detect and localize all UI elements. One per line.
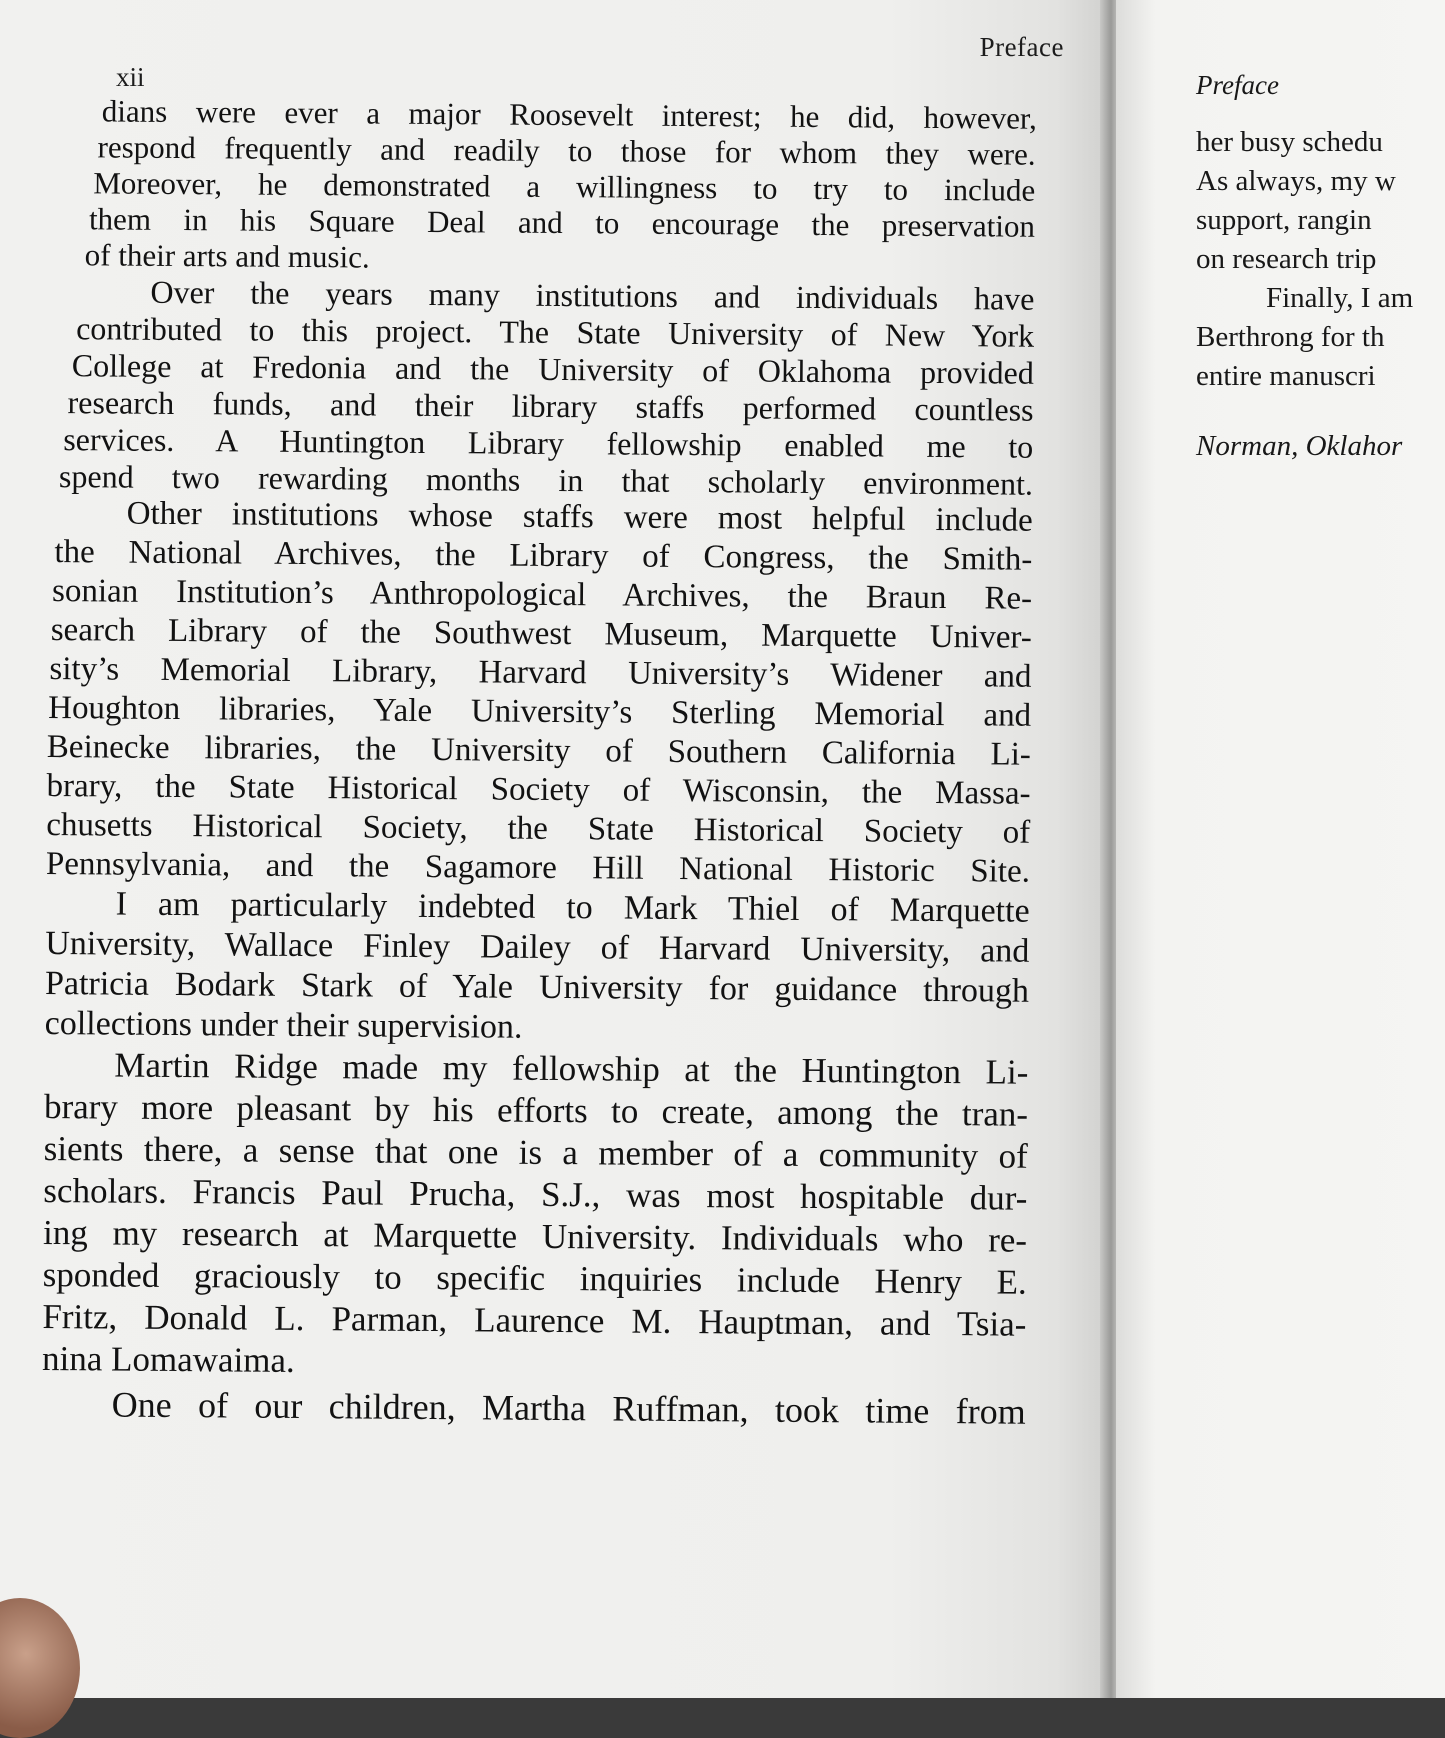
text-line: support, rangin: [1196, 204, 1372, 236]
text-line: brary, the State Historical Society of Wisconsin, the Massa-: [46, 767, 1031, 812]
text-line: them in his Square Deal and to encourage the preservation: [88, 201, 1036, 244]
text-line: As always, my w: [1196, 165, 1396, 197]
text-line: the National Archives, the Library of Congress, the Smith-: [54, 534, 1033, 578]
text-line: on research trip: [1196, 243, 1377, 275]
text-line: sients there, a sense that one is a member of a community of: [43, 1128, 1028, 1176]
text-line: Berthrong for th: [1196, 321, 1385, 353]
text-line: nina Lomawaima.: [41, 1338, 295, 1380]
text-line: Beinecke libraries, the University of Southern California Li-: [46, 728, 1031, 773]
text-line: Patricia Bodark Stark of Yale University for guidance through: [44, 964, 1030, 1010]
text-line: entire manuscri: [1196, 360, 1376, 392]
text-line: Martin Ridge made my fellowship at the Huntington Li-: [114, 1045, 1029, 1092]
text-line: chusetts Historical Society, the State Historical Society of: [46, 806, 1031, 851]
signature-place: Norman, Oklahor: [1196, 430, 1403, 462]
text-line: respond frequently and readily to those for whom they were.: [97, 129, 1036, 172]
text-line: Moreover, he demonstrated a willingness to try to include: [93, 165, 1036, 208]
text-line: ing my research at Marquette University. Individuals who re-: [42, 1212, 1028, 1260]
text-line: I am particularly indebted to Mark Thiel of Marquette: [115, 885, 1030, 930]
text-line: collections under their supervision.: [44, 1004, 523, 1046]
text-line: services. A Huntington Library fellowship enabled me to: [63, 421, 1034, 465]
running-head: Preface: [1196, 70, 1279, 100]
text-line: sonian Institution’s Anthropological Archives, the Braun Re-: [51, 573, 1033, 617]
body-text: [42, 95, 1062, 1430]
text-line: her busy schedu: [1196, 126, 1383, 158]
text-line: search Library of the Southwest Museum, Marquette Univer-: [50, 612, 1032, 656]
text-line: sponded graciously to specific inquiries include Henry E.: [42, 1254, 1027, 1302]
text-line: of their arts and music.: [84, 237, 370, 275]
text-line: Houghton libraries, Yale University’s Sterling Memorial and: [48, 689, 1032, 734]
text-line: contributed to this project. The State University of New York: [76, 310, 1035, 354]
text-line: One of our children, Martha Ruffman, took time from: [111, 1384, 1026, 1432]
page-number: xii: [116, 62, 145, 92]
text-line: dians were ever a major Roosevelt interest; he did, however,: [101, 93, 1037, 136]
right-page-text: [1196, 70, 1445, 463]
text-line: Finally, I am: [1266, 282, 1414, 314]
text-line: Fritz, Donald L. Parman, Laurence M. Hauptman, and Tsia-: [42, 1296, 1027, 1344]
text-line: scholars. Francis Paul Prucha, S.J., was most hospitable dur-: [43, 1170, 1028, 1218]
right-page: [1116, 0, 1445, 1698]
running-head: Preface: [979, 32, 1064, 62]
text-line: Pennsylvania, and the Sagamore Hill National Historic Site.: [45, 845, 1031, 890]
text-line: Over the years many institutions and individuals have: [150, 273, 1035, 317]
text-line: University, Wallace Finley Dailey of Harvard University, and: [45, 924, 1030, 970]
text-line: Other institutions whose staffs were most helpful include: [126, 495, 1033, 539]
text-line: brary more pleasant by his efforts to create, among the tran-: [43, 1086, 1029, 1134]
text-line: College at Fredonia and the University of Oklahoma provided: [71, 347, 1034, 391]
text-line: research funds, and their library staffs performed countless: [67, 384, 1034, 428]
text-line: sity’s Memorial Library, Harvard University’s Widener and: [49, 650, 1032, 695]
text-line: spend two rewarding months in that scholarly environment.: [58, 458, 1034, 502]
